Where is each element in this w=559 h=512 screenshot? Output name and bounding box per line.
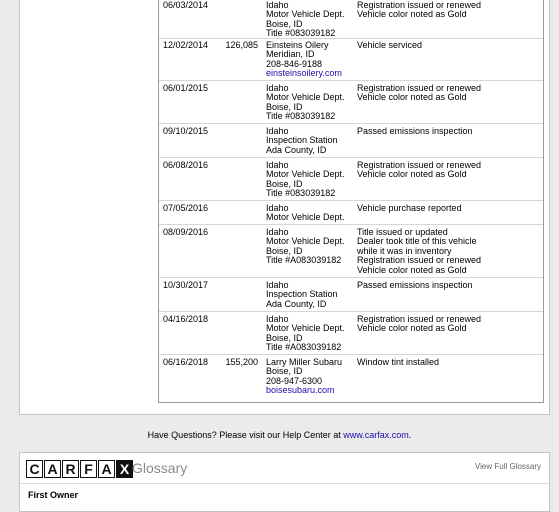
comment-line: Passed emissions inspection <box>357 126 473 136</box>
row-source <box>266 281 352 309</box>
source-line: Idaho <box>266 203 289 213</box>
comment-line: Vehicle color noted as Gold <box>357 9 467 20</box>
comment-line: Vehicle color noted as Gold <box>357 169 467 180</box>
source-website-link[interactable]: einsteinsoilery.com <box>266 68 342 79</box>
row-comments <box>357 315 541 334</box>
source-line: Motor Vehicle Dept. <box>266 236 345 247</box>
row-source <box>266 161 352 199</box>
row-date: 06/16/2018 <box>163 357 209 367</box>
row-date: 12/02/2014 <box>163 40 209 50</box>
history-row <box>159 80 543 124</box>
source-line: Boise, ID <box>266 18 303 29</box>
source-line: Title #083039182 <box>266 111 336 122</box>
glossary-panel <box>19 452 550 512</box>
row-comments <box>357 84 541 103</box>
row-date: 06/01/2015 <box>163 83 209 93</box>
source-line: Inspection Station <box>266 289 338 300</box>
source-line: Boise, ID <box>266 101 303 112</box>
row-source <box>266 204 352 223</box>
source-line: Idaho <box>266 126 289 136</box>
source-line: Idaho <box>266 83 289 93</box>
row-date: 06/03/2014 <box>163 0 209 10</box>
history-row <box>159 277 543 312</box>
history-row <box>159 157 543 201</box>
source-line: Einsteins Oilery <box>266 40 329 50</box>
source-line: Idaho <box>266 227 289 237</box>
comment-line: Vehicle color noted as Gold <box>357 323 467 334</box>
row-source <box>266 1 352 39</box>
source-line: Title #083039182 <box>266 188 336 199</box>
logo-letter: A <box>98 460 115 478</box>
logo-letter: R <box>62 460 79 478</box>
row-comments <box>357 1 541 20</box>
history-table <box>158 0 544 403</box>
comment-line: Vehicle color noted as Gold <box>357 264 467 275</box>
logo-letter: A <box>44 460 61 478</box>
view-full-glossary-link[interactable]: View Full Glossary <box>474 462 541 471</box>
row-source <box>266 228 352 266</box>
row-source <box>266 127 352 155</box>
comment-line: Vehicle serviced <box>357 40 423 50</box>
row-source <box>266 315 352 353</box>
source-line: 208-947-6300 <box>266 375 323 386</box>
row-comments <box>357 161 541 180</box>
comment-line: Registration issued or renewed <box>357 83 482 93</box>
source-line: 208-846-9188 <box>266 58 323 69</box>
row-comments <box>357 281 541 290</box>
source-line: Motor Vehicle Dept. <box>266 9 345 20</box>
source-line: Title #A083039182 <box>266 342 342 353</box>
row-date: 04/16/2018 <box>163 314 209 324</box>
logo-letter: X <box>116 460 133 478</box>
source-line: Ada County, ID <box>266 298 327 309</box>
history-row <box>159 0 543 39</box>
source-website-link[interactable]: boisesubaru.com <box>266 385 335 396</box>
comment-line: while it was in inventory <box>357 245 452 256</box>
source-line: Motor Vehicle Dept. <box>266 323 345 334</box>
history-row <box>159 123 543 158</box>
source-line: Larry Miller Subaru <box>266 357 343 367</box>
comment-line: Vehicle color noted as Gold <box>357 92 467 103</box>
comment-line: Vehicle purchase reported <box>357 203 462 213</box>
history-row <box>159 200 543 225</box>
row-date: 09/10/2015 <box>163 126 209 136</box>
history-row <box>159 311 543 355</box>
help-center-notice <box>0 430 559 440</box>
comment-line: Registration issued or renewed <box>357 0 482 10</box>
glossary-first-owner-heading: First Owner <box>28 490 79 500</box>
source-line: Motor Vehicle Dept. <box>266 92 345 103</box>
source-line: Boise, ID <box>266 178 303 189</box>
source-line: Idaho <box>266 280 289 290</box>
logo-letter: C <box>26 460 43 478</box>
logo-letter: F <box>80 460 97 478</box>
row-comments <box>357 204 541 213</box>
row-comments <box>357 228 541 275</box>
row-odometer: 155,200 <box>225 357 258 367</box>
row-comments <box>357 41 541 50</box>
glossary-divider <box>20 483 549 484</box>
carfax-logo <box>26 460 134 478</box>
source-line: Motor Vehicle Dept. <box>266 169 345 180</box>
row-date: 10/30/2017 <box>163 280 209 290</box>
glossary-title: Glossary <box>132 460 188 476</box>
source-line: Boise, ID <box>266 245 303 256</box>
source-line: Inspection Station <box>266 135 338 146</box>
row-comments <box>357 127 541 136</box>
source-line: Ada County, ID <box>266 144 327 155</box>
source-line: Idaho <box>266 0 289 10</box>
comment-line: Window tint installed <box>357 357 440 367</box>
history-row <box>159 37 543 81</box>
row-odometer: 126,085 <box>225 40 258 50</box>
help-center-link[interactable]: www.carfax.com <box>343 430 409 440</box>
help-suffix: . <box>408 430 412 440</box>
source-line: Idaho <box>266 314 289 324</box>
row-date: 06/08/2016 <box>163 160 209 170</box>
comment-line: Title issued or updated <box>357 227 448 237</box>
row-source <box>266 84 352 122</box>
row-date: 08/09/2016 <box>163 227 209 237</box>
help-text: Have Questions? Please visit our Help Center at <box>147 430 344 440</box>
comment-line: Registration issued or renewed <box>357 255 482 266</box>
row-date: 07/05/2016 <box>163 203 209 213</box>
vehicle-history-panel <box>19 0 550 415</box>
source-line: Boise, ID <box>266 332 303 343</box>
history-row <box>159 224 543 278</box>
source-line: Title #A083039182 <box>266 255 342 266</box>
comment-line: Registration issued or renewed <box>357 314 482 324</box>
source-line: Boise, ID <box>266 366 303 377</box>
source-line: Title #083039182 <box>266 28 336 39</box>
comment-line: Dealer took title of this vehicle <box>357 236 477 247</box>
row-source <box>266 41 352 79</box>
row-source <box>266 358 352 396</box>
history-row <box>159 354 543 400</box>
source-line: Motor Vehicle Dept. <box>266 212 345 223</box>
source-line: Meridian, ID <box>266 49 315 60</box>
comment-line: Registration issued or renewed <box>357 160 482 170</box>
comment-line: Passed emissions inspection <box>357 280 473 290</box>
row-comments <box>357 358 541 367</box>
source-line: Idaho <box>266 160 289 170</box>
